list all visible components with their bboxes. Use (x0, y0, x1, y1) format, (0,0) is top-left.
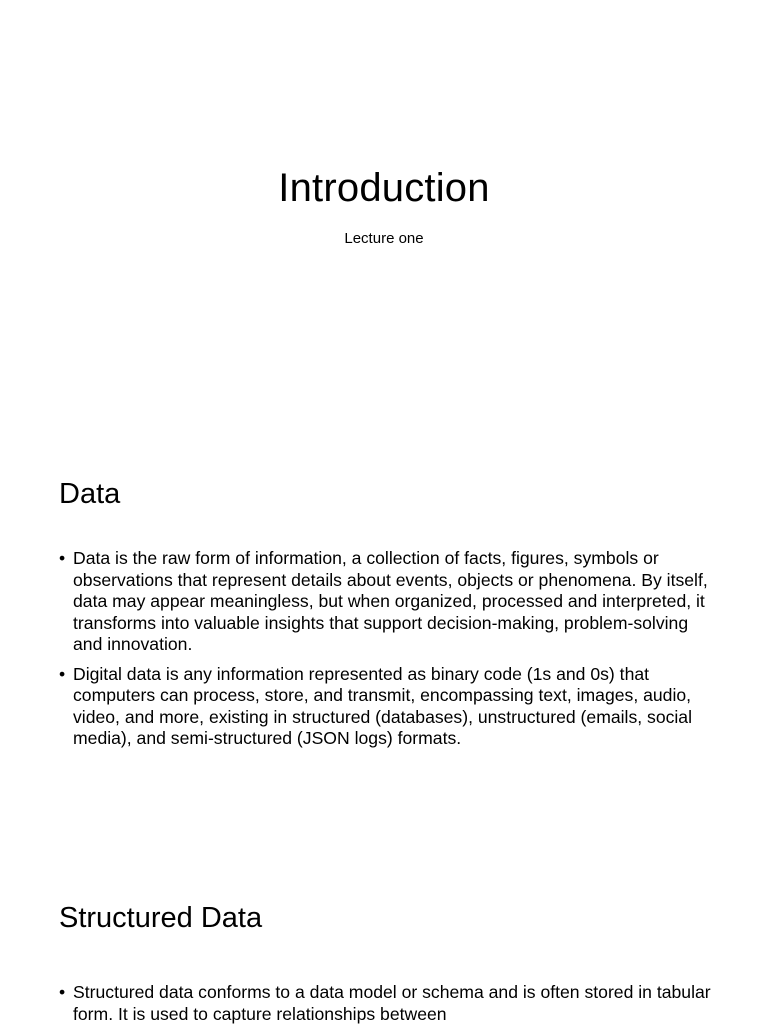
bullet-list (59, 548, 719, 758)
bullet-list (59, 982, 719, 1024)
slide-heading: Structured Data (59, 902, 263, 934)
bullet-icon: • (59, 548, 66, 568)
slide-subtitle: Lecture one (344, 230, 424, 247)
bullet-text: Digital data is any information represented as binary code (1s and 0s) that computers can process, store, and transmit, encompassing text, images, audio, video, and more, existing in structured (databases), unstructured (emails, social media), and semi-structured (JSON logs) formats. (73, 663, 693, 748)
bullet-item (59, 664, 719, 750)
bullet-item (59, 982, 719, 1024)
bullet-text: Structured data conforms to a data model or schema and is often stored in tabular form. It is used to capture relationships between (73, 982, 711, 1024)
bullet-icon: • (59, 982, 66, 1002)
bullet-text: Data is the raw form of information, a collection of facts, figures, symbols or observations that represent details about events, objects or phenomena. By itself, data may appear meaningless, but when organized, processed and interpreted, it transforms into valuable insights that support decision-making, problem-solving and innovation. (73, 548, 708, 654)
slide-title: Introduction (278, 166, 490, 210)
title-slide (0, 0, 768, 432)
slide-heading: Data (59, 478, 121, 510)
bullet-item (59, 548, 719, 656)
data-slide (0, 432, 768, 864)
bullet-icon: • (59, 663, 66, 684)
structured-data-slide (0, 864, 768, 1024)
